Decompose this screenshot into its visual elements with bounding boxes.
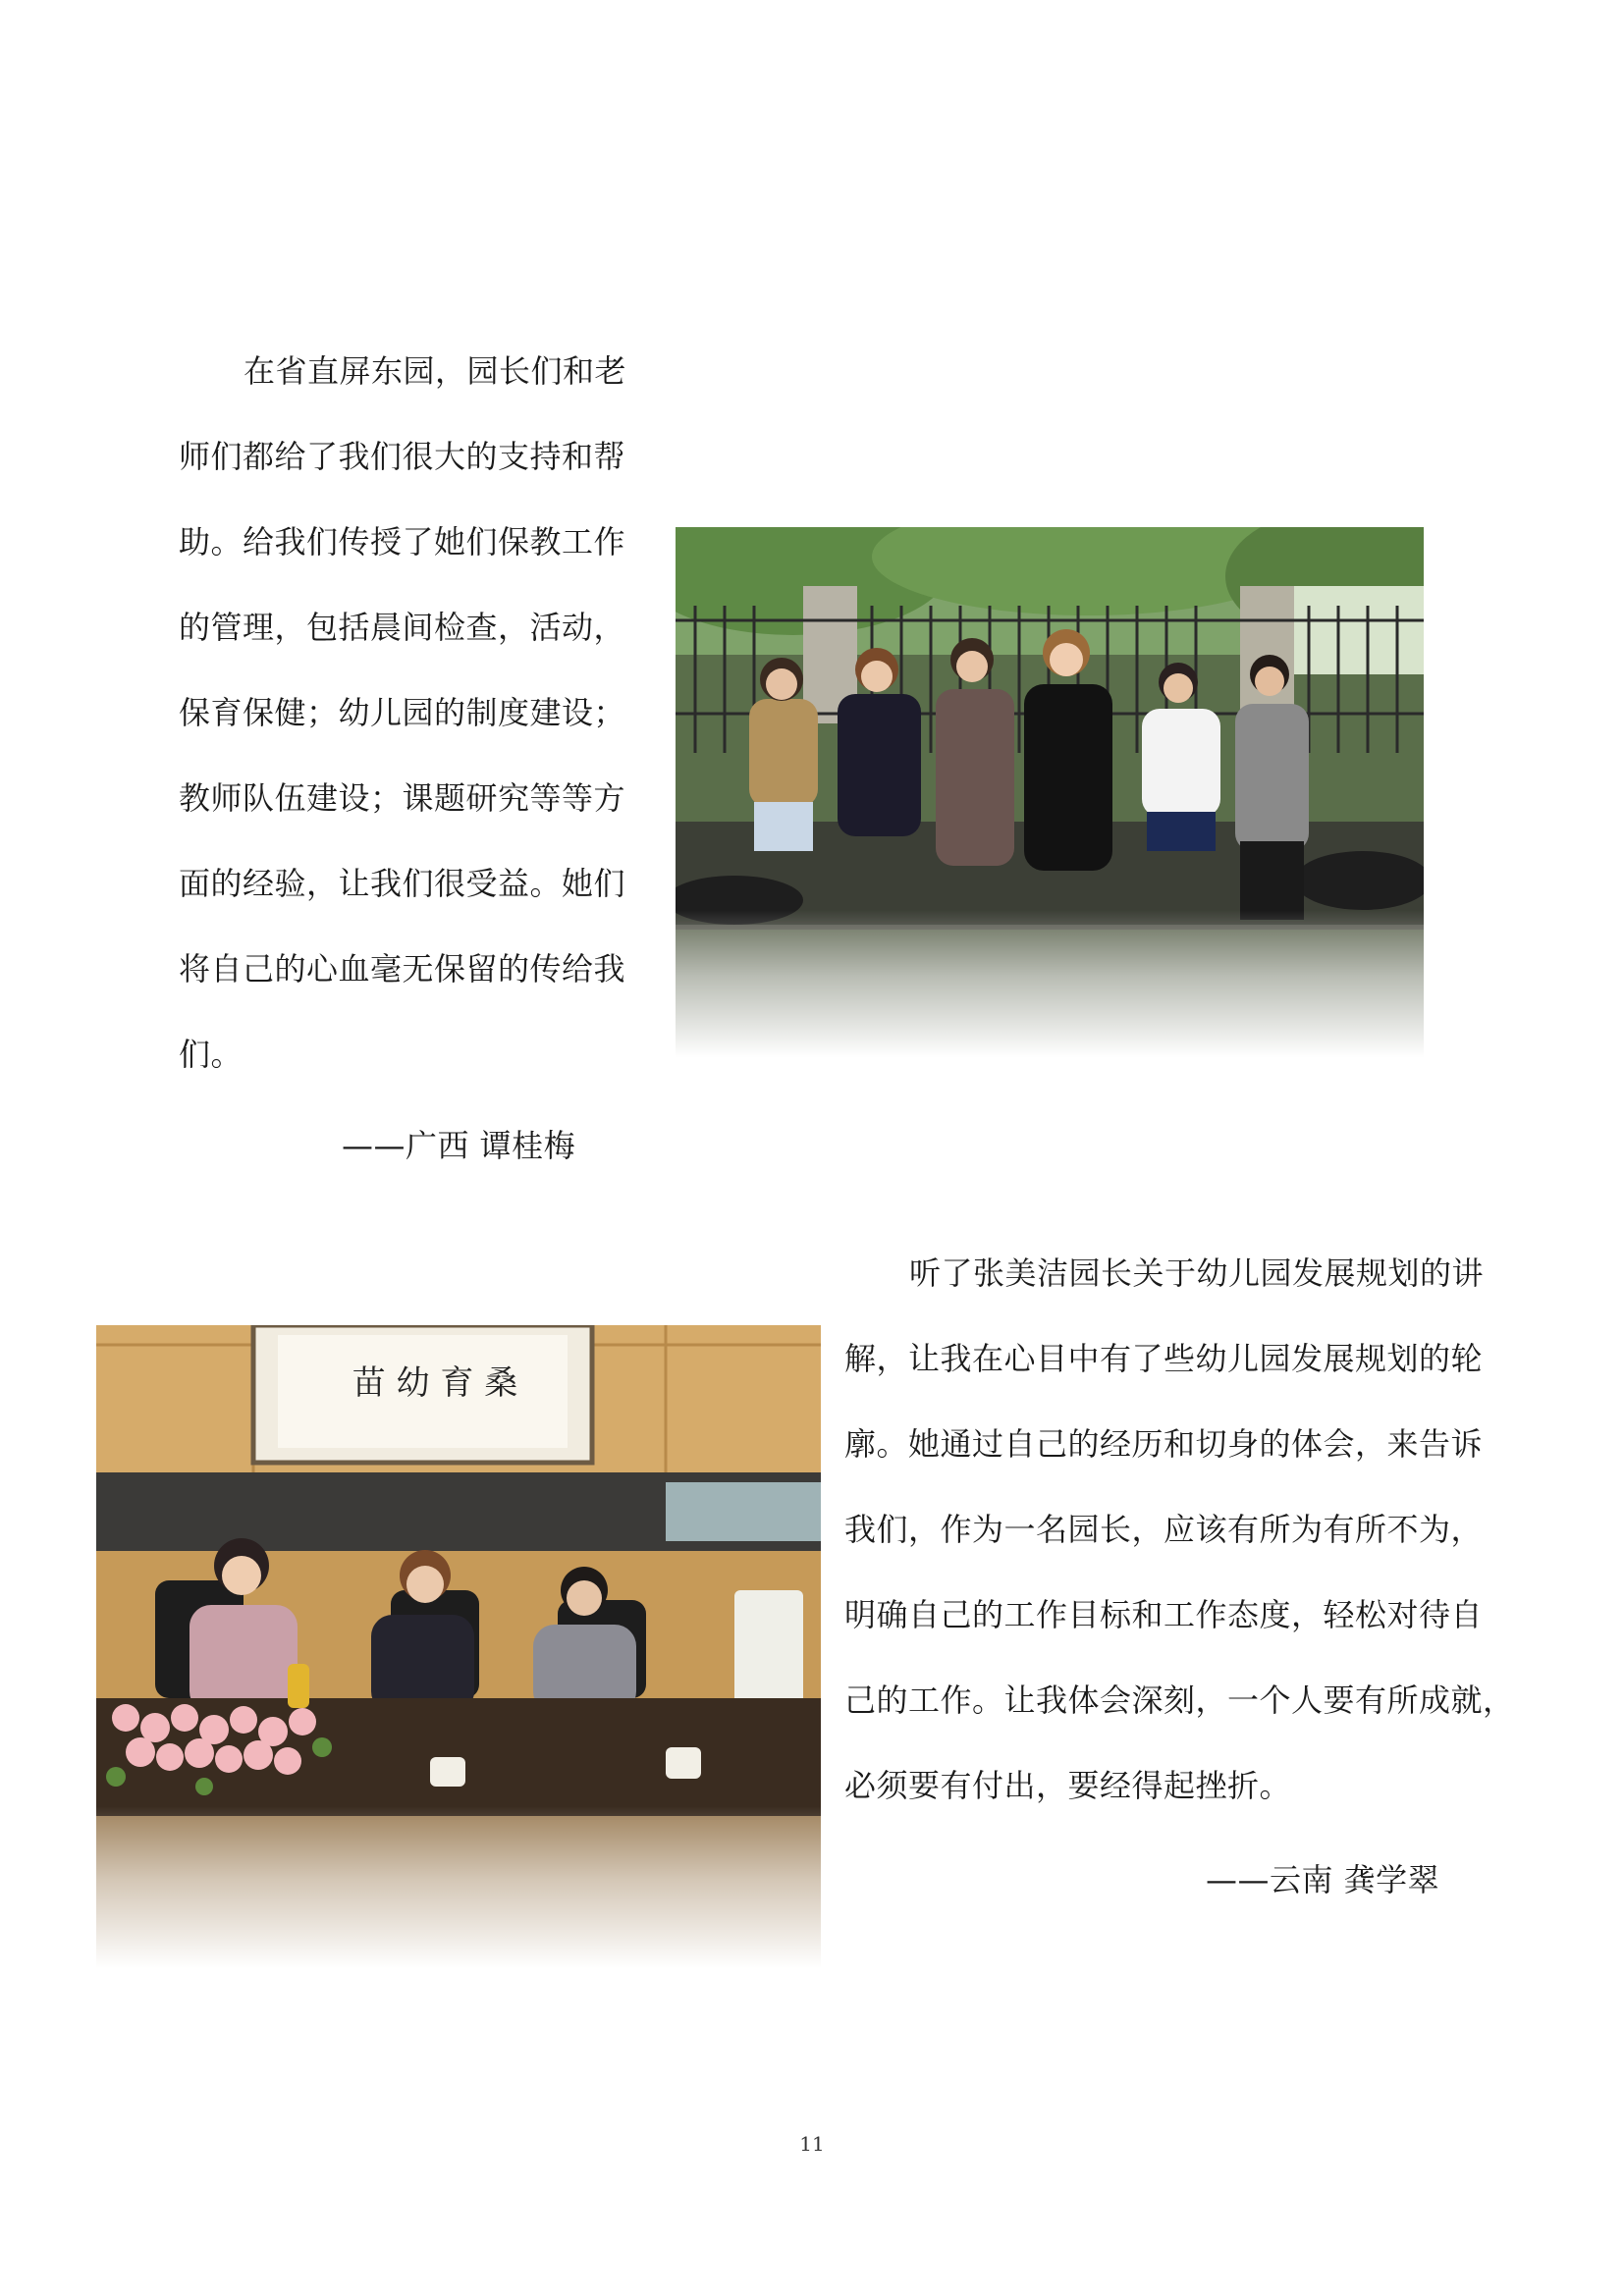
text-line: 廓。她通过自己的经历和切身的体会，来告诉 <box>844 1425 1484 1463</box>
section1-signature: ——广西 谭桂梅 <box>342 1127 576 1164</box>
calligraphy-text: 苗 幼 育 桑 <box>352 1363 518 1403</box>
text-line: 教师队伍建设；课题研究等等方 <box>179 779 626 817</box>
text-line: 的管理，包括晨间检查，活动， <box>179 609 626 646</box>
text-line: 保育保健；幼儿园的制度建设； <box>179 694 626 731</box>
photo-reflection-fade <box>676 910 1424 1057</box>
page-number: 11 <box>799 2132 825 2156</box>
text-line: 在省直屏东园，园长们和老 <box>244 352 627 390</box>
photo-teachers-outdoor <box>676 527 1424 1057</box>
text-line: 明确自己的工作目标和工作态度，轻松对待自 <box>844 1596 1484 1633</box>
text-line: 助。给我们传授了她们保教工作 <box>179 523 626 561</box>
section2-paragraph <box>844 1231 1532 1829</box>
text-line: 我们，作为一名园长，应该有所为有所不为， <box>844 1511 1484 1548</box>
section1-paragraph <box>179 329 660 1097</box>
text-line: 们。 <box>179 1036 244 1073</box>
section2-text <box>844 1231 1532 1829</box>
text-line: 必须要有付出，要经得起挫折。 <box>844 1767 1292 1804</box>
text-line: 将自己的心血毫无保留的传给我 <box>179 950 626 988</box>
section2-signature: ——云南 龚学翠 <box>1206 1861 1440 1898</box>
text-line: 听了张美洁园长关于幼儿园发展规划的讲 <box>909 1255 1485 1292</box>
text-line: 师们都给了我们很大的支持和帮 <box>179 438 626 475</box>
text-line: 己的工作。让我体会深刻，一个人要有所成就， <box>844 1682 1515 1719</box>
text-line: 解，让我在心目中有了些幼儿园发展规划的轮 <box>844 1340 1484 1377</box>
text-line: 面的经验，让我们很受益。她们 <box>179 865 626 902</box>
section1-text <box>179 329 660 1097</box>
photo-meeting-room <box>96 1325 821 1968</box>
photo-reflection-fade <box>96 1806 821 1968</box>
